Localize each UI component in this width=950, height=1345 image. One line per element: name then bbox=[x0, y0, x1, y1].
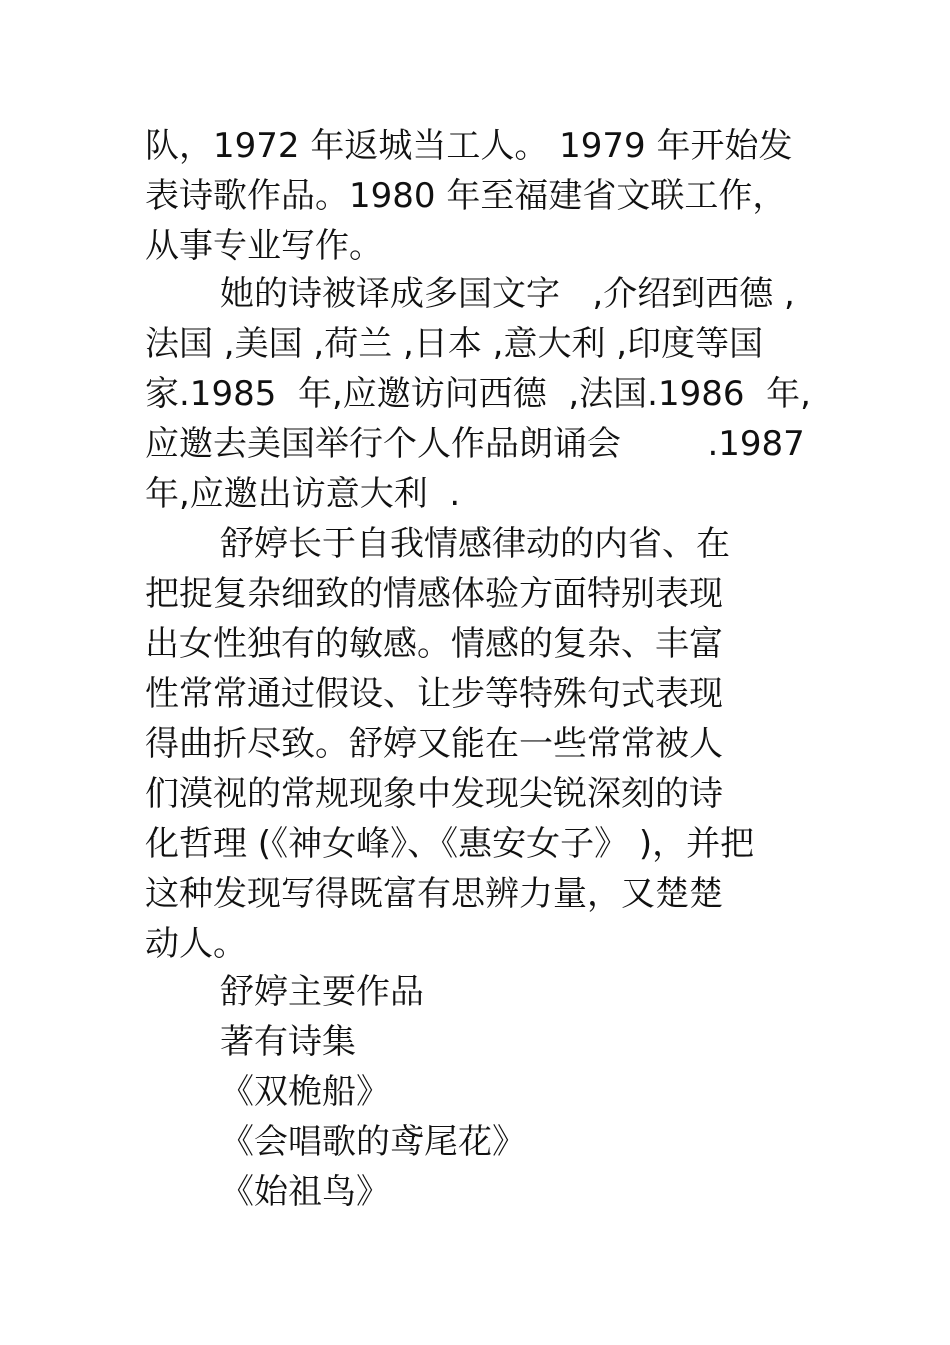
text-line: 出女性独有的敏感。情感的复杂、丰富 bbox=[145, 624, 723, 664]
text-line: 法国 ,美国 ,荷兰 ,日本 ,意大利 ,印度等国 bbox=[145, 324, 764, 364]
text-line: 化哲理 (《神女峰》、《惠安女子》 )，并把 bbox=[145, 824, 755, 864]
text-line: 家.1985 年,应邀访问西德 ,法国.1986 年, bbox=[145, 374, 811, 414]
text-line: 们漠视的常规现象中发现尖锐深刻的诗 bbox=[145, 774, 723, 814]
text-line: 应邀去美国举行个人作品朗诵会 .1987 bbox=[145, 424, 805, 464]
paragraph-first-line: 她的诗被译成多国文字 ,介绍到西德 , bbox=[220, 274, 795, 314]
text-line: 这种发现写得既富有思辨力量，又楚楚 bbox=[145, 874, 723, 914]
text-line: 年,应邀出访意大利 . bbox=[145, 474, 461, 514]
work-title: 《双桅船》 bbox=[220, 1072, 390, 1112]
text-line: 表诗歌作品。1980 年至福建省文联工作， bbox=[145, 176, 787, 216]
text-line: 性常常通过假设、让步等特殊句式表现 bbox=[145, 674, 723, 714]
collection-label: 著有诗集 bbox=[220, 1022, 356, 1062]
work-title: 《始祖鸟》 bbox=[220, 1172, 390, 1212]
text-line: 把捉复杂细致的情感体验方面特别表现 bbox=[145, 574, 723, 614]
section-heading: 舒婷主要作品 bbox=[220, 972, 424, 1012]
text-line: 从事专业写作。 bbox=[145, 226, 383, 266]
text-line: 得曲折尽致。舒婷又能在一些常常被人 bbox=[145, 724, 723, 764]
text-line: 动人。 bbox=[145, 924, 247, 964]
text-line: 队，1972 年返城当工人。 1979 年开始发 bbox=[145, 126, 793, 166]
paragraph-first-line: 舒婷长于自我情感律动的内省、在 bbox=[220, 524, 730, 564]
work-title: 《会唱歌的鸢尾花》 bbox=[220, 1122, 526, 1162]
